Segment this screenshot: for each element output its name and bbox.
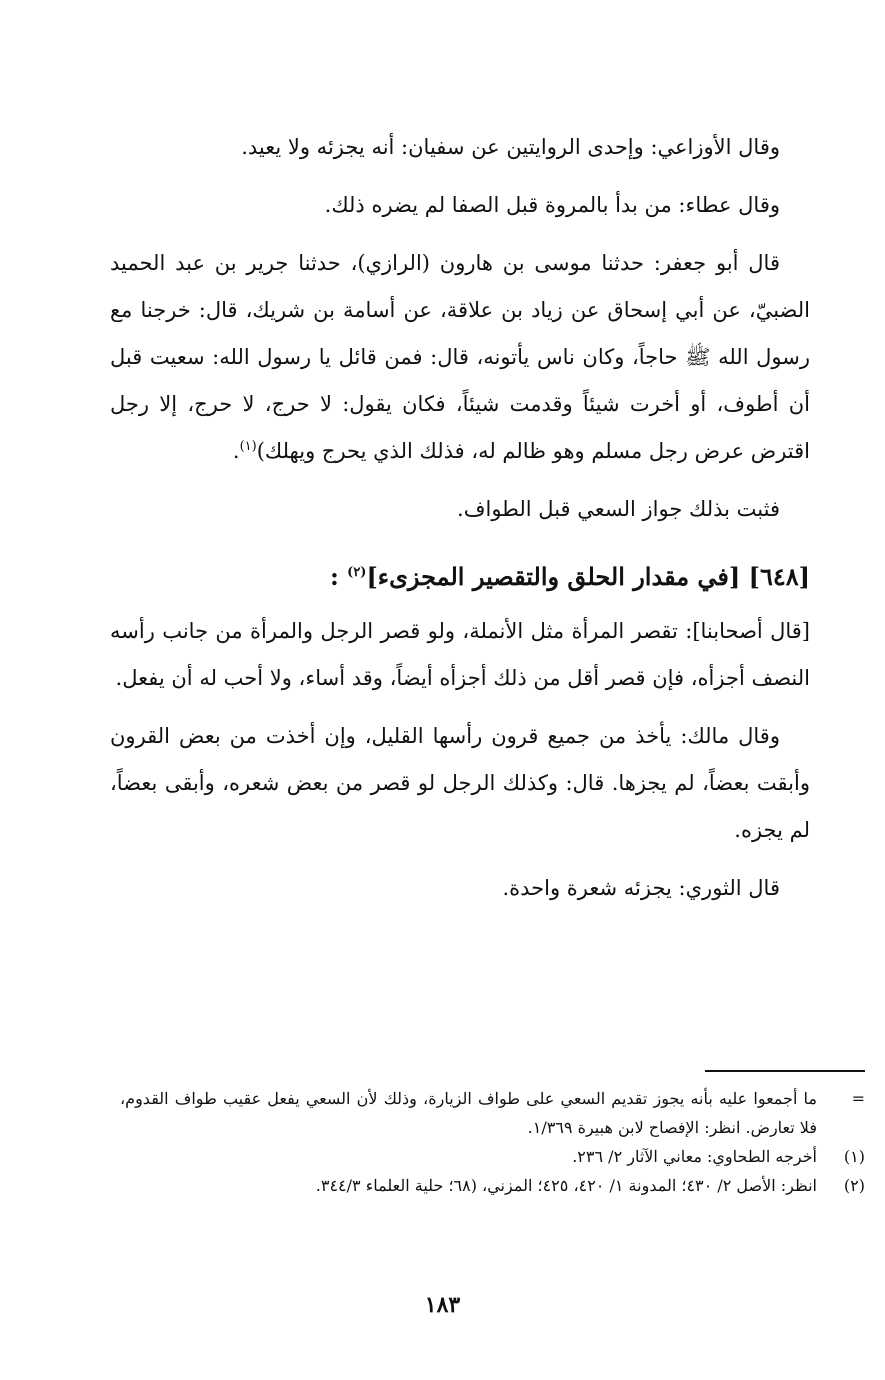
footnote-text: أخرجه الطحاوي: معاني الآثار ٢/ ٢٣٦. [572,1147,817,1166]
paragraph-text: وقال الأوزاعي: وإحدى الروايتين عن سفيان: أنه يجزئه ولا يعيد. [241,135,780,159]
paragraph-text: [قال أصحابنا]: تقصر المرأة مثل الأنملة، ولو قصر الرجل والمرأة من جانب رأسه النصف أجزأه، فإن قصر أقل من ذلك أجزأه أيضاً، وقد أساء، ولا أحب له أن يفعل. [110,619,810,690]
footnote-divider [705,1070,865,1072]
footnote-text: انظر: الأصل ٢/ ٤٣٠؛ المدونة ١/ ٤٢٠، ٤٢٥؛ المزني، (٦٨؛ حلية العلماء ٣٤٤/٣. [315,1176,817,1195]
paragraph-conclusion [110,486,810,533]
paragraph-text: قال أبو جعفر: حدثنا موسى بن هارون (الرازي)، حدثنا جرير بن عبد الحميد الضبيّ، عن أبي إسحاق عن زياد بن علاقة، عن أسامة بن شريك، قال: خرجنا مع رسول الله ﷺ حاجاً، وكان ناس يأتونه، قال: فمن قائل يا رسول الله: سعيت قبل أن أطوف، أو أخرت شيئاً وقدمت شيئاً، فكان يقول: لا حرج، لا حرج، إلا رجل اقترض عرض رجل مسلم وهو ظالم له، فذلك الذي يحرج ويهلك) [110,251,810,463]
paragraph-malik [110,713,810,854]
footnote-ref: (١) [239,439,257,454]
paragraph-text: وقال عطاء: من بدأ بالمروة قبل الصفا لم يضره ذلك. [324,193,780,217]
paragraph-text: قال الثوري: يجزئه شعرة واحدة. [502,876,780,900]
heading-text: [٦٤٨] [في مقدار الحلق والتقصير المجزىء] [366,562,810,591]
footnote-1 [120,1142,865,1171]
footnote-mark: (١) [843,1147,865,1166]
footnotes [120,1084,865,1200]
footnote-mark: (٢) [843,1176,865,1195]
section-heading [110,553,810,600]
paragraph-text: وقال مالك: يأخذ من جميع قرون رأسها القليل، وإن أخذت من بعض القرون وأبقت بعضاً، لم يجزها. قال: وكذلك الرجل لو قصر من بعض شعره، وأبقى بعضاً، لم يجزه. [110,724,810,842]
main-text [110,124,810,923]
paragraph-thawri [110,865,810,912]
paragraph-ashabuna [110,608,810,702]
paragraph-hadith [110,240,810,475]
footnote-ref: (٢) [347,565,367,580]
paragraph-text: فثبت بذلك جواز السعي قبل الطواف. [457,497,780,521]
paragraph-awzai [110,124,810,171]
footnote-2 [120,1171,865,1200]
page-number: ١٨٣ [424,1292,461,1318]
footnote-text: ما أجمعوا عليه بأنه يجوز تقديم السعي على طواف الزيارة، وذلك لأن السعي يفعل عقيب طواف القدوم، فلا تعارض. انظر: الإفصاح لابن هبيرة ١/٣٦٩. [120,1089,817,1137]
paragraph-ata [110,182,810,229]
punctuation: . [232,439,240,463]
footnote-continued [120,1084,865,1142]
footnote-mark: = [851,1089,865,1108]
punctuation: : [329,562,339,591]
